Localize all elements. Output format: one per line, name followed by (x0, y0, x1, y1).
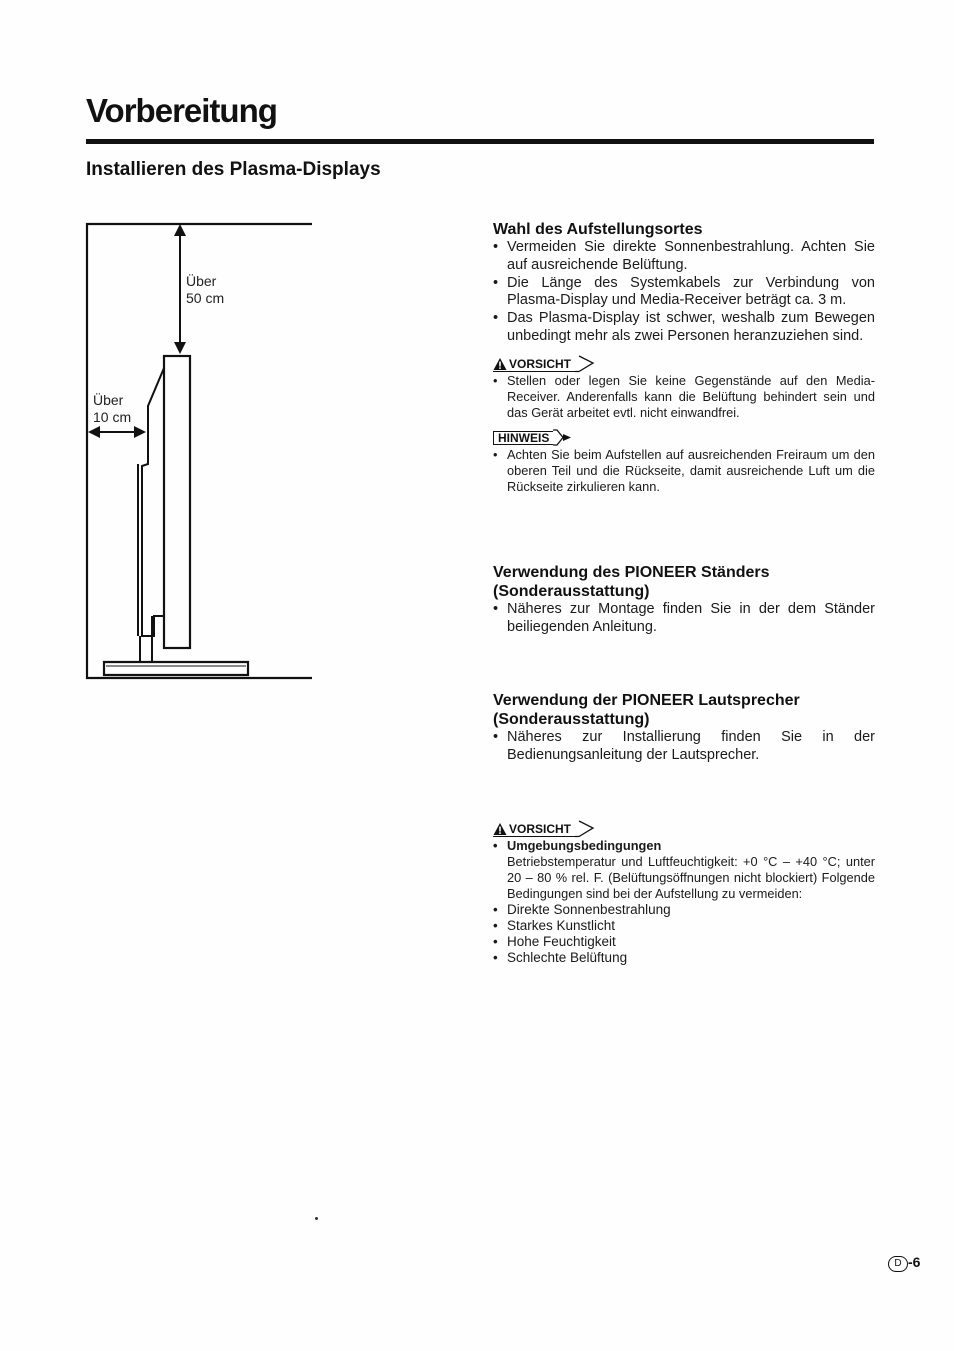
side-clearance-label: Über 10 cm (93, 392, 132, 425)
page-title: Vorbereitung (86, 92, 277, 129)
list-item: • Die Länge des Systemkabels zur Verbindung von Plasma-Display und Media-Receiver beträgt ca. 3 m. (493, 275, 875, 311)
list-item: • Näheres zur Montage finden Sie in der dem Ständer beiliegenden Anleitung. (493, 601, 875, 637)
environment-title: Umgebungsbedingungen (507, 838, 662, 853)
page-number: D -6 (888, 1254, 920, 1272)
arrow-head-right (134, 426, 146, 438)
environment-section (493, 820, 875, 966)
warning-icon (493, 822, 507, 836)
badge-arrow-icon (575, 355, 595, 373)
placement-list (493, 239, 875, 346)
placement-section (493, 220, 875, 495)
list-item: • Näheres zur Installierung finden Sie in der Bedienungsanleitung der Lautsprecher. (493, 729, 875, 765)
title-rule (86, 139, 874, 144)
list-item: • Direkte Sonnenbestrahlung (493, 902, 875, 918)
top-clearance-label: Über 50 cm (186, 273, 225, 306)
section-heading: Installieren des Plasma-Displays (86, 159, 381, 180)
hint-arrow-icon (553, 429, 573, 447)
clearance-diagram (84, 218, 316, 687)
speaker-list (493, 729, 875, 765)
scan-dot (315, 1217, 318, 1220)
list-item: • Starkes Kunstlicht (493, 918, 875, 934)
warning-icon (493, 357, 507, 371)
region-mark-icon: D (888, 1256, 908, 1272)
list-item: • Stellen oder legen Sie keine Gegenstände auf den Media-Receiver. Anderenfalls kann die Belüftung behindert sein und das Gerät arbeitet evtl. nicht einwandfrei. (493, 373, 875, 421)
stand-section (493, 563, 875, 637)
environment-list (493, 838, 875, 854)
avoid-list (493, 902, 875, 966)
hint-block (493, 429, 875, 495)
badge-arrow-icon (575, 820, 595, 838)
list-item: • Hohe Feuchtigkeit (493, 934, 875, 950)
caution-list (493, 373, 875, 421)
hint-list (493, 447, 875, 495)
speaker-section (493, 691, 875, 765)
caution-badge: VORSICHT (493, 822, 577, 837)
list-item: • Achten Sie beim Aufstellen auf ausreichenden Freiraum um den oberen Teil und die Rückseite, damit ausreichende Luft um die Rückseite zirkulieren kann. (493, 447, 875, 495)
arrow-head-left (88, 426, 100, 438)
list-item (493, 838, 875, 854)
arrow-head-up (174, 224, 186, 236)
list-item: • Schlechte Belüftung (493, 950, 875, 966)
hint-badge: HINWEIS (493, 431, 553, 445)
caution-badge: VORSICHT (493, 357, 577, 372)
placement-heading: Wahl des Aufstellungsortes (493, 221, 703, 238)
stand-list (493, 601, 875, 637)
list-item: • Vermeiden Sie direkte Sonnenbestrahlung. Achten Sie auf ausreichende Belüftung. (493, 239, 875, 275)
list-item: • Das Plasma-Display ist schwer, weshalb zum Bewegen unbedingt mehr als zwei Personen heranzuziehen sind. (493, 310, 875, 346)
speaker-heading: Verwendung der PIONEER Lautsprecher (Sonderausstattung) (493, 692, 800, 728)
stand-heading: Verwendung des PIONEER Ständers (Sonderausstattung) (493, 564, 770, 600)
arrow-head-down (174, 342, 186, 354)
environment-text: Betriebstemperatur und Luftfeuchtigkeit: +0 °C – +40 °C; unter 20 – 80 % rel. F. (Belüftungsöffnungen nicht blockiert) Folgende Bedingungen sind bei der Aufstellung zu vermeiden: (507, 854, 875, 901)
caution-block (493, 355, 875, 421)
